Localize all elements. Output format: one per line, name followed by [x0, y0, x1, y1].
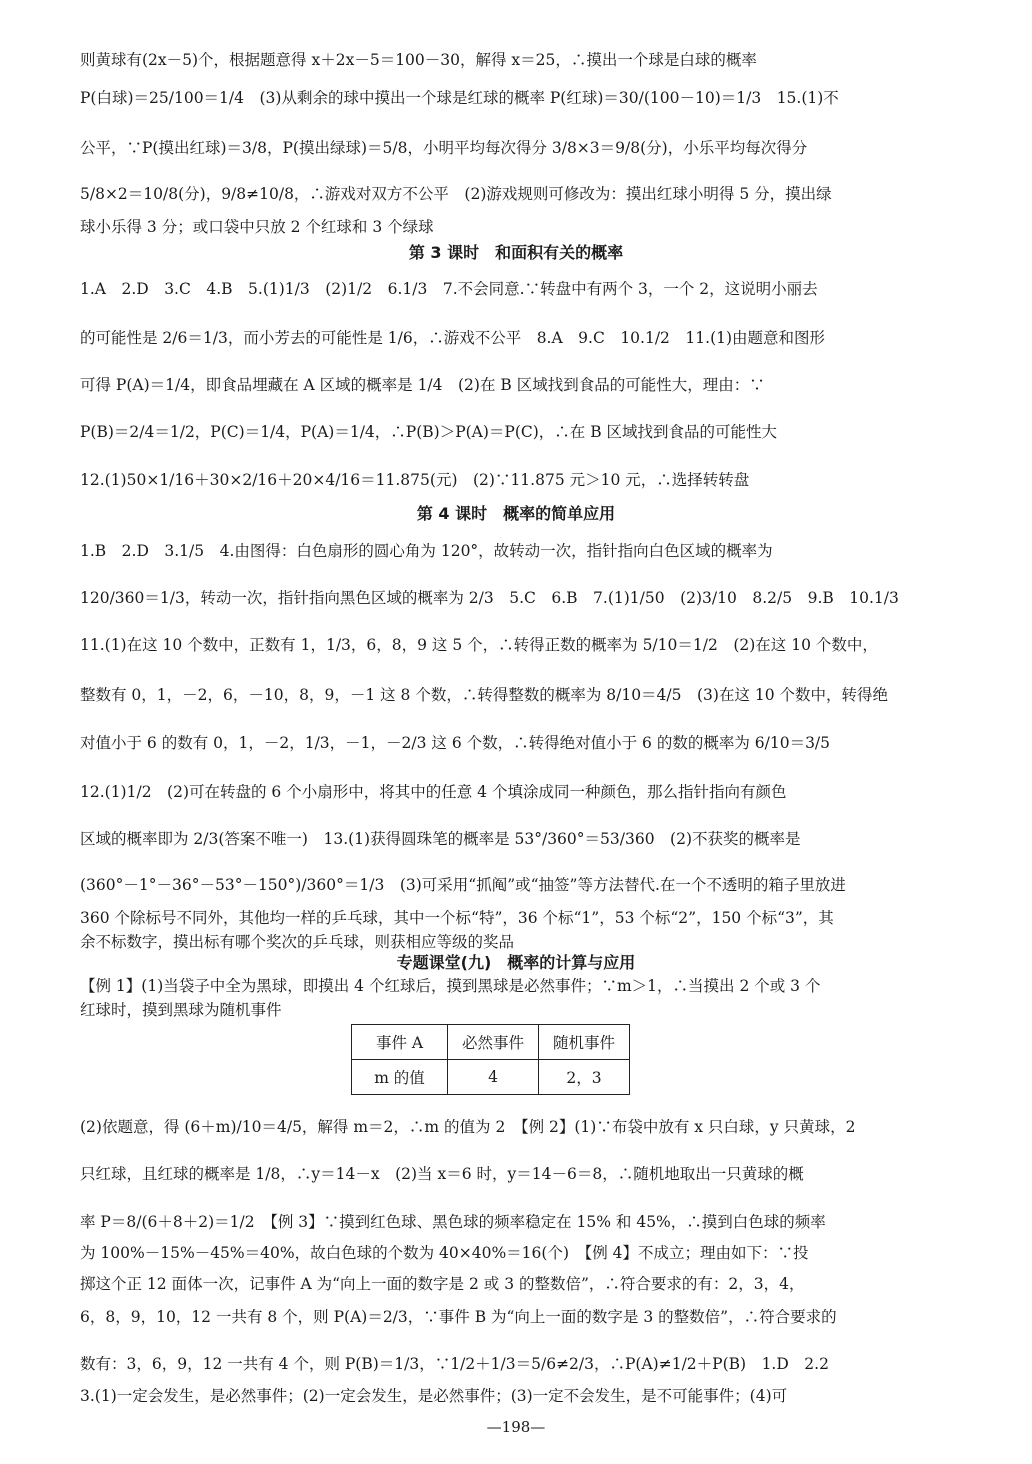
text-line: 的可能性是 2/6＝1/3，而小芳去的可能性是 1/6，∴游戏不公平 8.A 9.C 10.1/2 11.(1)由题意和图形 — [80, 329, 826, 347]
table-cell: m 的值 — [352, 1060, 448, 1095]
text-line: 球小乐得 3 分；或口袋中只放 2 个红球和 3 个绿球 — [80, 218, 434, 236]
text-line: 12.(1)50×1/16＋30×2/16＋20×4/16＝11.875(元) (2)∵11.875 元＞10 元，∴选择转转盘 — [80, 471, 750, 489]
text-line: P(白球)＝25/100＝1/4 (3)从剩余的球中摸出一个球是红球的概率 P(红球)＝30/(100－10)＝1/3 15.(1)不 — [80, 89, 839, 107]
table-row — [352, 1025, 630, 1060]
section-heading: 第 3 课时 和面积有关的概率 — [408, 243, 624, 262]
text-line: 率 P＝8/(6＋8＋2)＝1/2 【例 3】∵摸到红色球、黑色球的频率稳定在 15% 和 45%，∴摸到白色球的频率 — [80, 1213, 826, 1231]
text-line: 公平，∵P(摸出红球)＝3/8，P(摸出绿球)＝5/8，小明平均每次得分 3/8×3＝9/8(分)，小乐平均每次得分 — [80, 139, 808, 157]
text-line: 6，8，9，10，12 一共有 8 个，则 P(A)＝2/3，∵事件 B 为“向上一面的数字是 3 的整数倍”，∴符合要求的 — [80, 1308, 837, 1326]
text-line: 对值小于 6 的数有 0，1，－2，1/3，－1，－2/3 这 6 个数，∴转得绝对值小于 6 的数的概率为 6/10＝3/5 — [80, 734, 831, 752]
text-line: 区域的概率即为 2/3(答案不唯一) 13.(1)获得圆珠笔的概率是 53°/360°＝53/360 (2)不获奖的概率是 — [80, 830, 801, 848]
section-heading: 专题课堂(九) 概率的计算与应用 — [396, 953, 636, 972]
text-line: (2)依题意，得 (6＋m)/10＝4/5，解得 m＝2，∴m 的值为 2 【例 2】(1)∵布袋中放有 x 只白球，y 只黄球，2 — [80, 1118, 856, 1136]
text-line: 120/360＝1/3，转动一次，指针指向黑色区域的概率为 2/3 5.C 6.B 7.(1)1/50 (2)3/10 8.2/5 9.B 10.1/3 — [80, 589, 899, 607]
text-line: 掷这个正 12 面体一次，记事件 A 为“向上一面的数字是 2 或 3 的整数倍”，∴符合要求的有：2，3，4， — [80, 1275, 805, 1293]
table-cell: 4 — [448, 1060, 539, 1095]
table-cell: 随机事件 — [539, 1025, 630, 1060]
text-line: 为 100%－15%－45%＝40%，故白色球的个数为 40×40%＝16(个) 【例 4】不成立；理由如下：∵投 — [80, 1244, 809, 1262]
text-line: 整数有 0，1，－2，6，－10，8，9，－1 这 8 个数，∴转得整数的概率为 8/10＝4/5 (3)在这 10 个数中，转得绝 — [80, 686, 889, 704]
text-line: 则黄球有(2x－5)个，根据题意得 x＋2x－5＝100－30，解得 x＝25，∴摸出一个球是白球的概率 — [80, 51, 757, 69]
event-table — [351, 1024, 630, 1095]
table-row — [352, 1060, 630, 1095]
text-line: 余不标数字，摸出标有哪个奖次的乒乓球，则获相应等级的奖品 — [80, 933, 515, 951]
text-line: 360 个除标号不同外，其他均一样的乒乓球，其中一个标“特”，36 个标“1”，53 个标“2”，150 个标“3”，其 — [80, 909, 834, 927]
text-line: 红球时，摸到黑球为随机事件 — [80, 1001, 282, 1019]
text-line: 数有：3，6，9，12 一共有 4 个，则 P(B)＝1/3，∵1/2＋1/3＝5/6≠2/3，∴P(A)≠1/2＋P(B) 1.D 2.2 — [80, 1355, 829, 1373]
text-line: 3.(1)一定会发生，是必然事件；(2)一定会发生，是必然事件；(3)一定不会发生，是不可能事件；(4)可 — [80, 1387, 788, 1405]
table-cell: 2，3 — [539, 1060, 630, 1095]
text-line: 1.A 2.D 3.C 4.B 5.(1)1/3 (2)1/2 6.1/3 7.不会同意.∵转盘中有两个 3，一个 2，这说明小丽去 — [80, 280, 818, 298]
text-line: 11.(1)在这 10 个数中，正数有 1，1/3，6，8，9 这 5 个，∴转得正数的概率为 5/10＝1/2 (2)在这 10 个数中， — [80, 636, 878, 654]
text-line: 5/8×2＝10/8(分)，9/8≠10/8，∴游戏对双方不公平 (2)游戏规则可修改为：摸出红球小明得 5 分，摸出绿 — [80, 185, 832, 203]
table-cell: 必然事件 — [448, 1025, 539, 1060]
text-line: 1.B 2.D 3.1/5 4.由图得：白色扇形的圆心角为 120°，故转动一次，指针指向白色区域的概率为 — [80, 542, 773, 560]
text-line: P(B)＝2/4＝1/2，P(C)＝1/4，P(A)＝1/4，∴P(B)＞P(A)＝P(C)，∴在 B 区域找到食品的可能性大 — [80, 423, 778, 441]
page-number: —198— — [486, 1418, 546, 1436]
text-line: (360°－1°－36°－53°－150°)/360°＝1/3 (3)可采用“抓阄”或“抽签”等方法替代.在一个不透明的箱子里放进 — [80, 876, 846, 894]
text-line: 【例 1】(1)当袋子中全为黑球，即摸出 4 个红球后，摸到黑球是必然事件；∵m＞1，∴当摸出 2 个或 3 个 — [80, 977, 821, 995]
text-line: 12.(1)1/2 (2)可在转盘的 6 个小扇形中，将其中的任意 4 个填涂成同一种颜色，那么指针指向有颜色 — [80, 783, 787, 801]
text-line: 只红球，且红球的概率是 1/8，∴y＝14－x (2)当 x＝6 时，y＝14－6＝8，∴随机地取出一只黄球的概 — [80, 1165, 804, 1183]
table-cell: 事件 A — [352, 1025, 448, 1060]
text-line: 可得 P(A)＝1/4，即食品埋藏在 A 区域的概率是 1/4 (2)在 B 区域找到食品的可能性大，理由：∵ — [80, 376, 765, 394]
section-heading: 第 4 课时 概率的简单应用 — [416, 504, 616, 523]
